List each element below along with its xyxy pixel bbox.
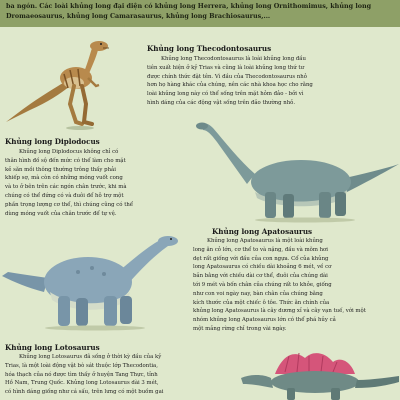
text-line: như con voi ngày nay, bàn chân của chúng bằng: [193, 290, 323, 297]
text-line: hóa thạch của nó được tìm thấy ở huyện Tang Thực, tỉnh: [5, 371, 158, 378]
text-line: loài khủng long này có thể sống trên mặt hỏm đảo - bởi vì: [147, 91, 304, 98]
text-line: và to ở bên trên các ngón chân trước, khi mà: [5, 184, 127, 191]
text-line: dẹt rất giống với đầu của con ngựa. Cổ của khủng: [193, 255, 329, 262]
intro-text: [6, 1, 394, 21]
text-line: Khủng long Lotosaurus đã sống ở thời kỳ đầu của kỷ: [19, 354, 162, 360]
text-line: Hồ Nam, Trung Quốc. Khủng long Lotosaurus dài 3 mét,: [5, 380, 159, 387]
text-line: tới 9 mét và bốn chân của chúng rất to khỏe, giống: [193, 281, 332, 288]
text-line: long ăn cỏ lớn, cơ thể to và nặng, đầu và mõm hơi: [193, 246, 328, 253]
text-line: khủng long Apatosaurus là cây dương xỉ và cây vạn tuế, với một: [193, 308, 366, 315]
text-line: long Apatosaurus có chiều dài khoảng 6 mét, về cơ: [193, 264, 332, 271]
apatosaurus-text: [193, 237, 395, 334]
text-line: Trias, là một loài động vật bò sát thuộc lớp Thecodontia,: [5, 362, 158, 369]
text-line: tiên xuất hiện ở kỷ Trias và cũng là loài khủng long thứ tư: [147, 64, 305, 71]
text-line: Khủng long Apatosaurus là một loài khủng: [207, 238, 323, 244]
text-line: dùng móng vuốt của chân trước để tự vệ.: [5, 210, 117, 217]
intro-line: ba ngón. Các loài khủng long đại diện có khủng long Herrera, khủng long Ornithomimus, khủng long: [6, 2, 372, 10]
thecodontosaurus-text: [147, 55, 393, 108]
text-line: kích thước của một chiếc ô tôe. Thức ăn chính của: [193, 299, 330, 306]
text-line: Khủng long Diplodocus không chỉ có: [19, 149, 119, 155]
text-line: hơn họ hàng khác của chúng, nên các nhà khoa học cho rằng: [147, 82, 313, 89]
text-line: phần trọng lượng cơ thể, thì chúng cũng có thể: [5, 201, 134, 208]
text-line: chúng có thể đứng có và đuôi để hỗ trợ một: [5, 192, 124, 199]
text-line: có hình dáng giống như cá sấu, trên lưng có một buồm gai: [5, 389, 164, 396]
apatosaurus-illustration: [0, 226, 190, 336]
thecodontosaurus-illustration: [0, 28, 130, 138]
text-line: được chính thức đặt tên. Vì đầu của Thecodontosaurus nhỏ: [147, 73, 307, 80]
intro-band: [0, 0, 400, 27]
text-line: nhóm khủng long Apatosaurus lớn có thể phá hủy cả: [193, 317, 336, 324]
diplodocus-text: [5, 148, 175, 218]
lotosaurus-heading: Khủng long Lotosaurus: [5, 343, 100, 352]
diplodocus-illustration: [195, 112, 400, 224]
diplodocus-heading: Khủng long Diplodocus: [5, 137, 100, 146]
lotosaurus-illustration: [205, 348, 400, 400]
thecodontosaurus-heading: Khủng long Thecodontosaurus: [147, 44, 272, 53]
text-line: một mảng rừng chỉ trong vài ngày.: [193, 325, 287, 332]
text-line: khiếp sợ, mà còn có những móng vuốt cong: [5, 175, 123, 182]
lotosaurus-text: [5, 353, 203, 397]
apatosaurus-heading: Khủng long Apatosaurus: [212, 227, 313, 236]
text-line: hình dáng của các động vật sống trên đảo thường nhỏ.: [147, 99, 296, 106]
intro-line: Dromaeosaurus, khủng long Camarasaurus, khủng long Brachiosaurus,...: [6, 12, 271, 20]
text-line: kẻ săn mồi thông thường trông thấy phải: [5, 166, 116, 173]
text-line: Khủng long Thecodontosaurus là loài khủng long đầu: [161, 56, 306, 62]
text-line: bản bằng với chiều dài cơ thể, đuôi của chúng dài: [193, 273, 328, 280]
text-line: thân hình đồ sộ đến mức có thể làm cho mặt: [5, 157, 126, 164]
